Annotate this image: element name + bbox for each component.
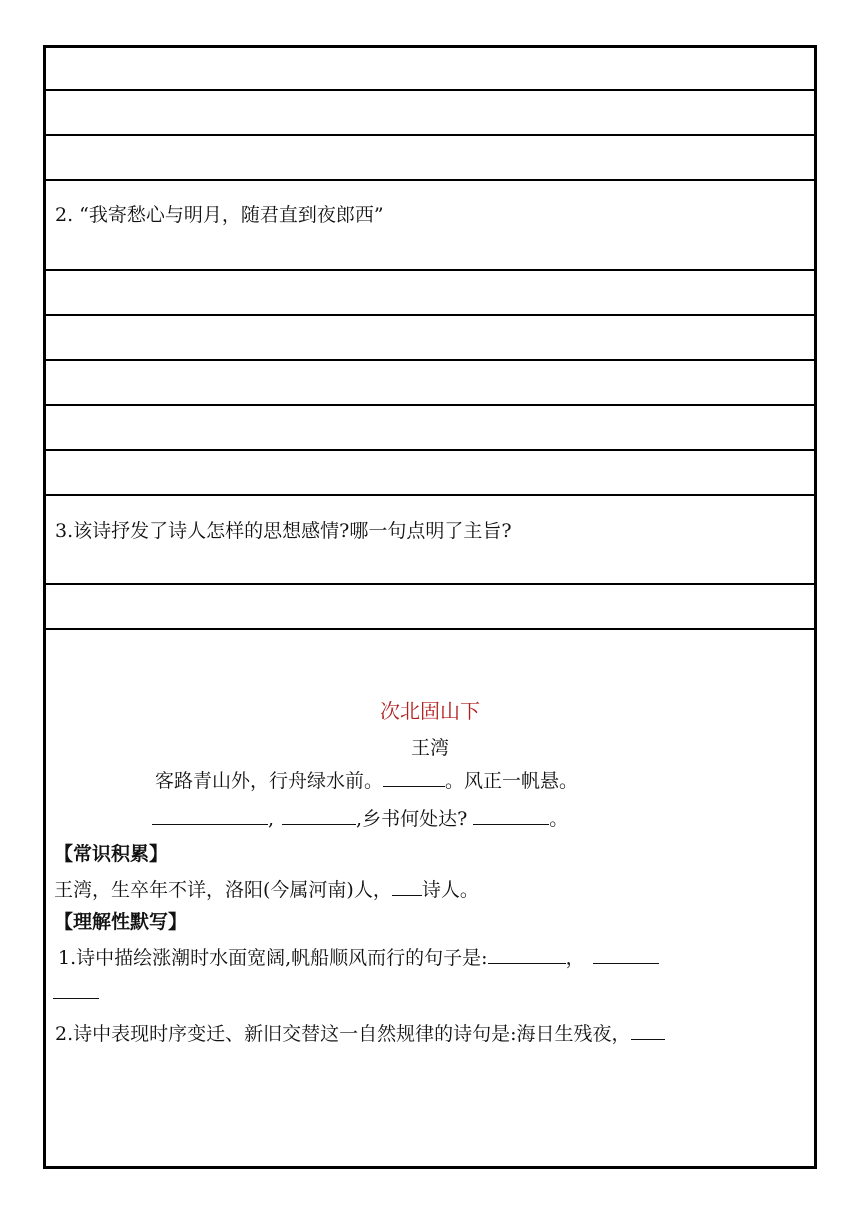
poem-line-1-text-b: 。风正一帆悬。: [445, 770, 579, 792]
dictation-q1-sep: ，: [565, 947, 585, 969]
knowledge-text-b: 诗人。: [421, 879, 479, 901]
answer-blank[interactable]: [631, 1021, 665, 1040]
dictation-q1: [58, 943, 659, 970]
row-divider: [46, 449, 814, 451]
row-divider: [46, 404, 814, 406]
row-divider: [46, 134, 814, 136]
knowledge-text: [54, 875, 479, 902]
row-divider: [46, 494, 814, 496]
answer-blank[interactable]: [488, 945, 566, 964]
poem-line-2-sep1: ,: [268, 808, 275, 830]
poem-line-1-text: 客路青山外，行舟绿水前。: [155, 770, 384, 792]
poem-line-2: [152, 804, 568, 831]
worksheet-frame: [43, 45, 817, 1169]
poem-line-2-sep2: ,乡书何处达?: [356, 808, 468, 830]
row-divider: [46, 314, 814, 316]
dictation-q2-text: 2.诗中表现时序变迁、新旧交替这一自然规律的诗句是:海日生残夜，: [55, 1023, 631, 1045]
answer-blank[interactable]: [392, 877, 422, 896]
question-3: 3.该诗抒发了诗人怎样的思想感情?哪一句点明了主旨?: [55, 520, 512, 542]
poem-author: 王湾: [410, 737, 449, 759]
answer-blank[interactable]: [473, 806, 549, 825]
knowledge-text-a: 王湾，生卒年不详，洛阳(今属河南)人，: [54, 879, 392, 901]
poem-line-2-end: 。: [549, 808, 569, 830]
dictation-q1-text: 1.诗中描绘涨潮时水面宽阔,帆船顺风而行的句子是:: [58, 947, 488, 969]
answer-blank[interactable]: [593, 945, 659, 964]
row-divider: [46, 583, 814, 585]
question-2: 2. “我寄愁心与明月，随君直到夜郎西”: [55, 204, 384, 226]
knowledge-header: 【常识积累】: [54, 843, 169, 865]
poem-title: 次北固山下: [380, 699, 480, 723]
dictation-header: 【理解性默写】: [54, 911, 188, 933]
answer-blank[interactable]: [152, 806, 268, 825]
answer-blank[interactable]: [282, 806, 356, 825]
row-divider: [46, 628, 814, 630]
answer-blank[interactable]: [383, 768, 445, 787]
dictation-q2: [55, 1019, 665, 1046]
row-divider: [46, 179, 814, 181]
row-divider: [46, 89, 814, 91]
row-divider: [46, 269, 814, 271]
row-divider: [46, 359, 814, 361]
poem-line-1: [155, 766, 578, 793]
answer-blank-continuation[interactable]: [53, 980, 99, 999]
